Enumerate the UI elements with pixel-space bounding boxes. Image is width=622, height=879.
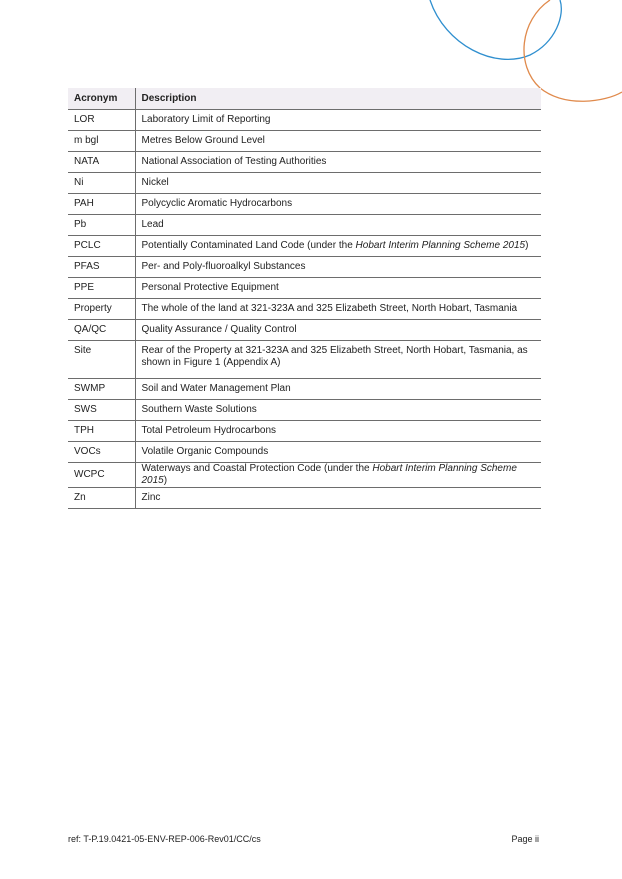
table-row	[68, 194, 541, 215]
table-row	[68, 173, 541, 194]
description-cell: Rear of the Property at 321-323A and 325 Elizabeth Street, North Hobart, Tasmania, as shown in Figure 1 (Appendix A)	[135, 341, 541, 379]
table-row	[68, 236, 541, 257]
column-header-acronym: Acronym	[68, 88, 135, 110]
description-cell: Volatile Organic Compounds	[135, 442, 541, 463]
table-row	[68, 299, 541, 320]
description-text: Waterways and Coastal Protection Code (under the	[141, 463, 373, 474]
acronym-cell: SWMP	[68, 379, 135, 400]
table-row	[68, 400, 541, 421]
table-row	[68, 341, 541, 379]
acronym-cell: WCPC	[68, 463, 135, 488]
table-row	[68, 442, 541, 463]
table-header-row	[68, 88, 541, 110]
description-cell: Southern Waste Solutions	[135, 400, 541, 421]
description-cell: National Association of Testing Authorities	[135, 152, 541, 173]
table-row	[68, 215, 541, 236]
acronym-table-wrapper	[68, 88, 541, 509]
table-row	[68, 131, 541, 152]
acronym-cell: Ni	[68, 173, 135, 194]
description-cell: Lead	[135, 215, 541, 236]
table-row	[68, 379, 541, 400]
acronym-cell: VOCs	[68, 442, 135, 463]
description-cell: Nickel	[135, 173, 541, 194]
description-text: )	[163, 475, 168, 486]
description-text: )	[525, 240, 529, 251]
acronym-cell: PCLC	[68, 236, 135, 257]
description-cell	[135, 463, 541, 488]
description-cell	[135, 236, 541, 257]
description-cell: Quality Assurance / Quality Control	[135, 320, 541, 341]
acronym-cell: QA/QC	[68, 320, 135, 341]
description-cell: Zinc	[135, 488, 541, 509]
column-header-description: Description	[135, 88, 541, 110]
table-row	[68, 320, 541, 341]
acronym-table	[68, 88, 541, 509]
acronym-cell: NATA	[68, 152, 135, 173]
description-cell: Laboratory Limit of Reporting	[135, 110, 541, 131]
table-row	[68, 152, 541, 173]
description-cell: Personal Protective Equipment	[135, 278, 541, 299]
acronym-cell: m bgl	[68, 131, 135, 152]
acronym-cell: PAH	[68, 194, 135, 215]
scheme-name: Hobart Interim Planning Scheme 2015	[141, 463, 517, 486]
orange-arc	[524, 0, 622, 101]
table-row	[68, 421, 541, 442]
table-row	[68, 488, 541, 509]
acronym-cell: LOR	[68, 110, 135, 131]
acronym-cell: SWS	[68, 400, 135, 421]
description-cell: Per- and Poly-fluoroalkyl Substances	[135, 257, 541, 278]
description-text: Potentially Contaminated Land Code (under the	[141, 240, 356, 251]
description-cell: The whole of the land at 321-323A and 325 Elizabeth Street, North Hobart, Tasmania	[135, 299, 541, 320]
acronym-cell: PPE	[68, 278, 135, 299]
acronym-cell: PFAS	[68, 257, 135, 278]
table-row	[68, 110, 541, 131]
description-cell: Soil and Water Management Plan	[135, 379, 541, 400]
scheme-name: Hobart Interim Planning Scheme 2015	[355, 240, 526, 251]
acronym-cell: TPH	[68, 421, 135, 442]
description-cell: Polycyclic Aromatic Hydrocarbons	[135, 194, 541, 215]
blue-arc	[430, 0, 561, 59]
description-cell: Total Petroleum Hydrocarbons	[135, 421, 541, 442]
table-row	[68, 278, 541, 299]
table-row	[68, 257, 541, 278]
description-cell: Metres Below Ground Level	[135, 131, 541, 152]
acronym-cell: Site	[68, 341, 135, 379]
page-number: Page ii	[511, 834, 539, 844]
acronym-cell: Zn	[68, 488, 135, 509]
acronym-cell: Property	[68, 299, 135, 320]
table-row	[68, 463, 541, 488]
footer-reference: ref: T-P.19.0421-05-ENV-REP-006-Rev01/CC/cs	[68, 834, 261, 844]
acronym-cell: Pb	[68, 215, 135, 236]
